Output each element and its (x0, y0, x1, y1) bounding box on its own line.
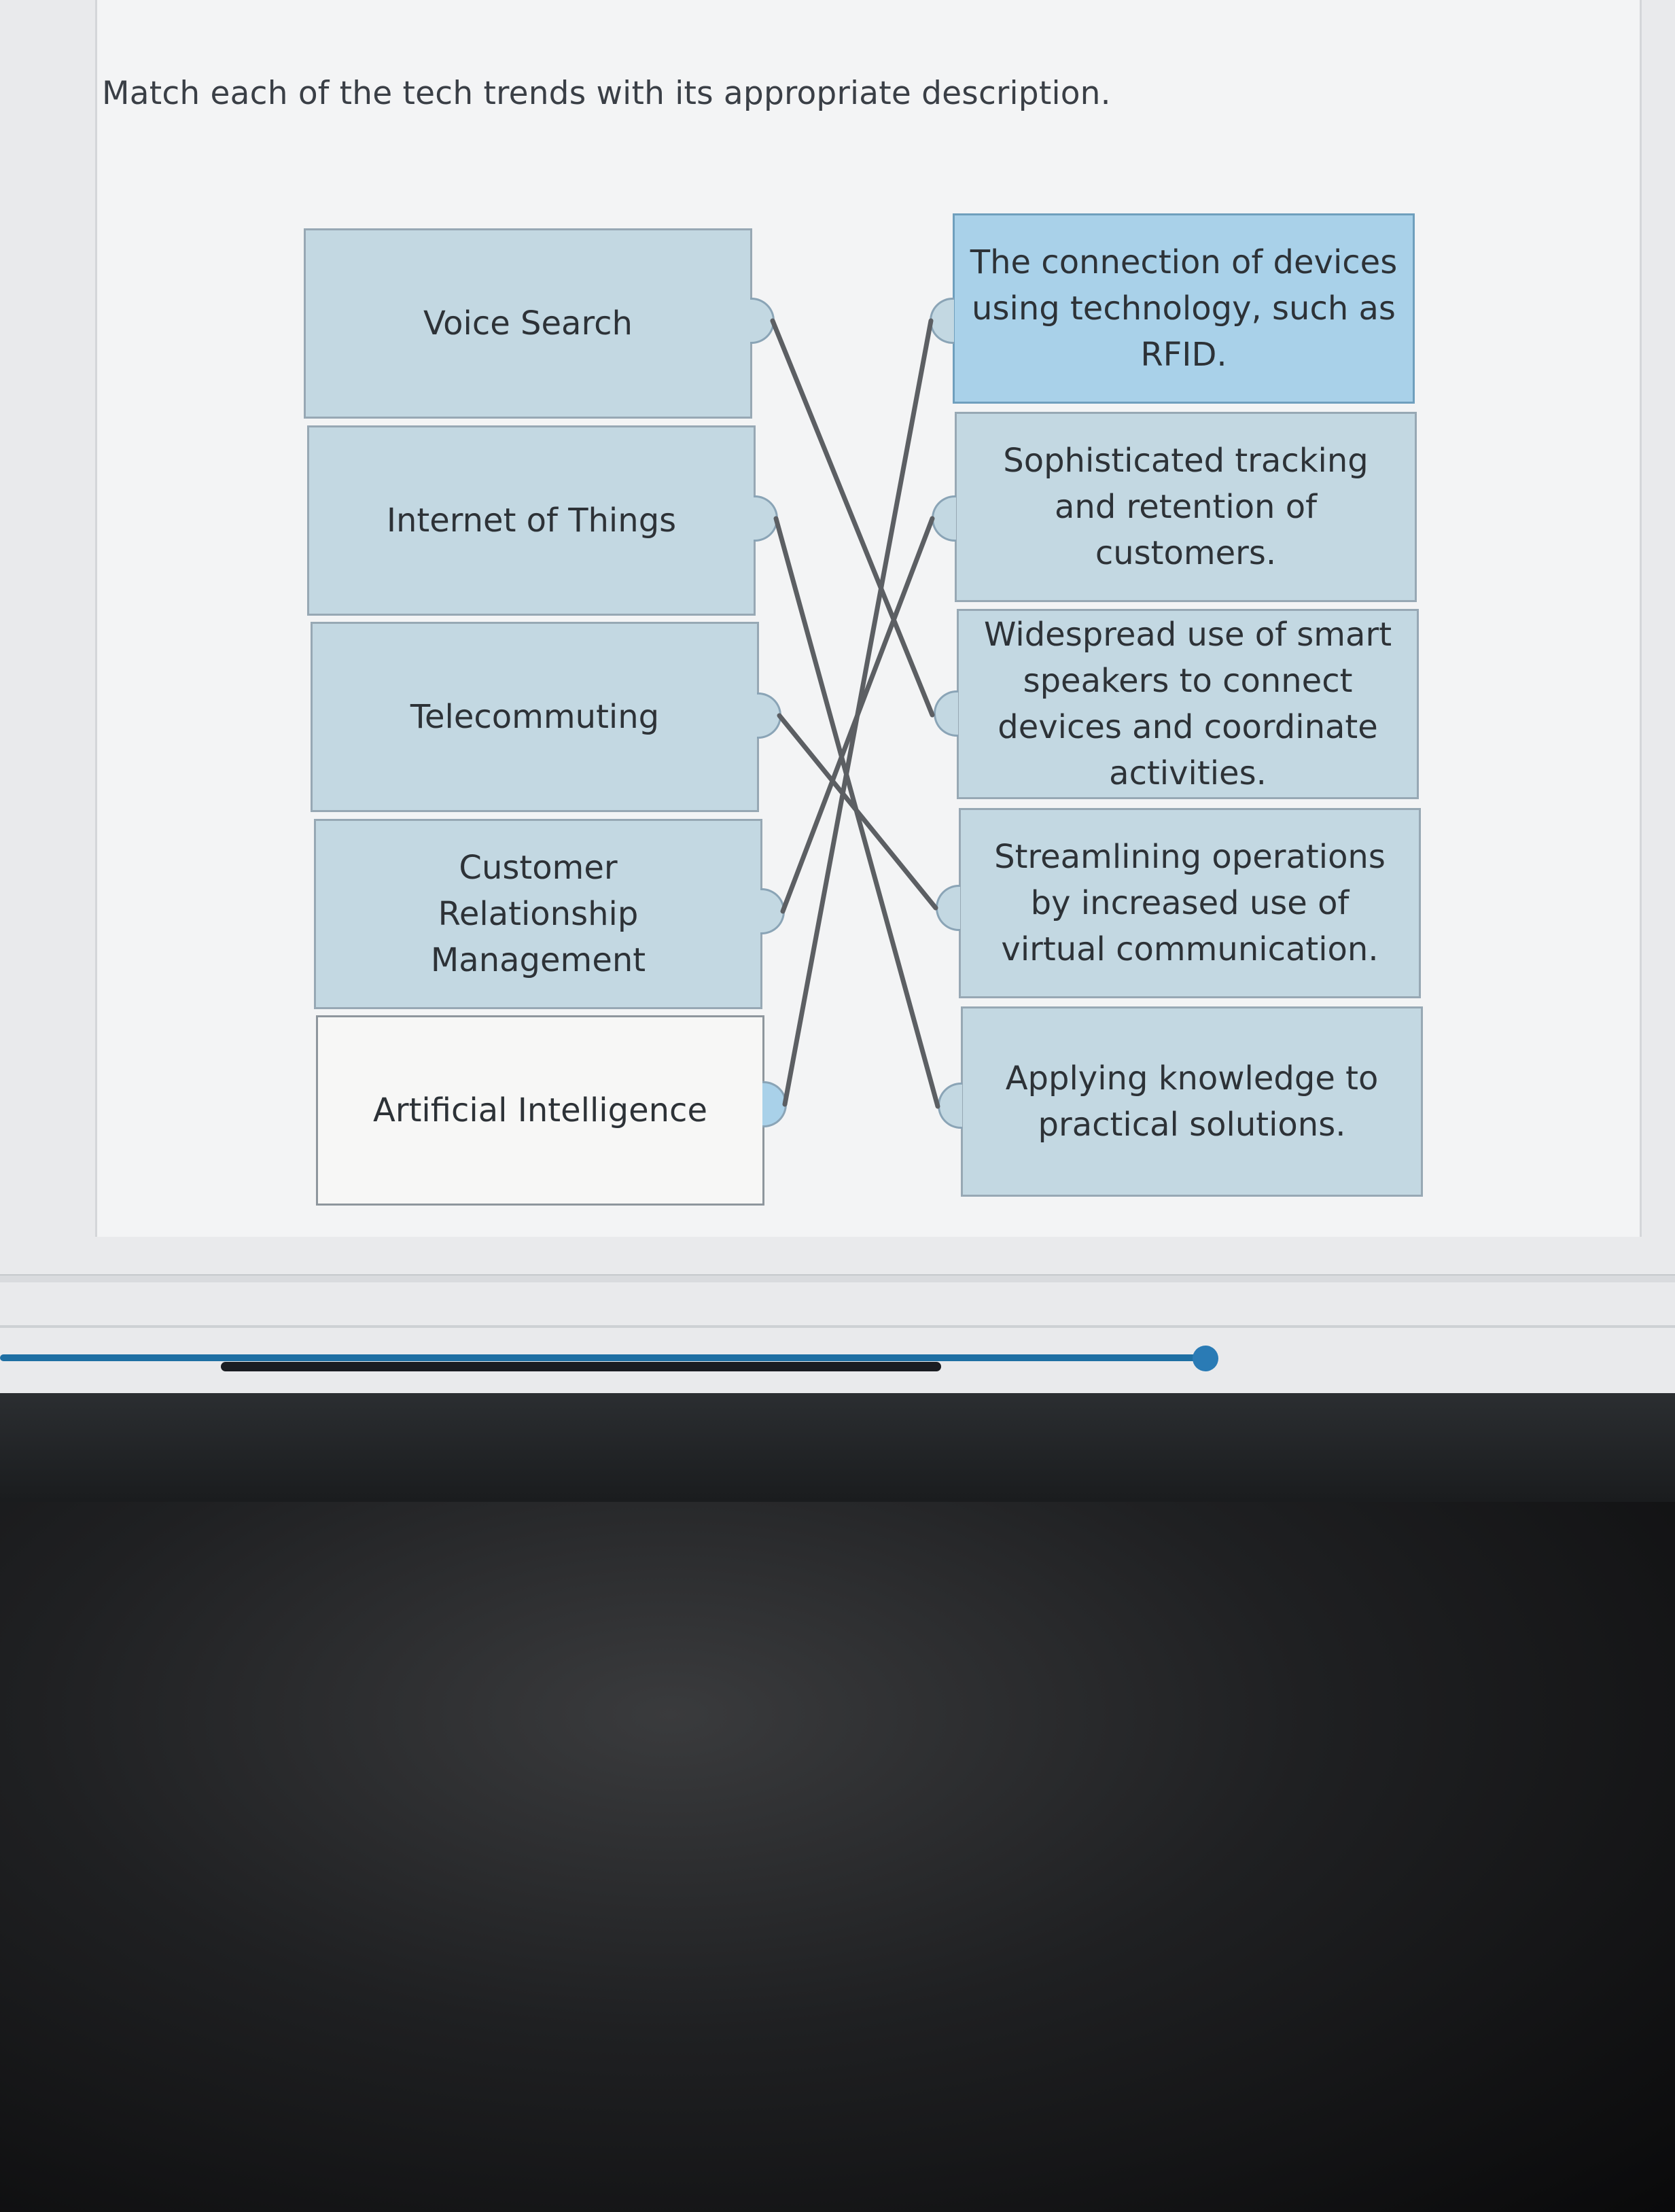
question-prompt: Match each of the tech trends with its appropriate description. (102, 75, 1111, 112)
divider (0, 1325, 1675, 1328)
description-text: The connection of devices using technology, such as RFID. (970, 243, 1398, 374)
trend-label: Telecommuting (410, 697, 660, 736)
trend-label: Artificial Intelligence (373, 1091, 707, 1129)
description-text: Widespread use of smart speakers to connect devices and coordinate activities. (983, 615, 1392, 793)
trend-label: Voice Search (423, 304, 633, 343)
trend-label: Customer Relationship Management (430, 848, 646, 980)
match-line-telecommuting (779, 716, 936, 908)
laptop-bezel (0, 1393, 1675, 1502)
match-line-voice-search (773, 321, 932, 715)
description-text: Sophisticated tracking and retention of customers. (1003, 441, 1369, 573)
progress-track[interactable] (0, 1354, 1210, 1361)
description-text: Applying knowledge to practical solutions. (1005, 1059, 1379, 1144)
description-text: Streamlining operations by increased use of virtual communication. (994, 837, 1386, 969)
background-fabric (0, 1502, 1675, 2212)
match-line-ai (785, 321, 931, 1104)
progress-thumb[interactable] (1193, 1346, 1218, 1371)
divider (0, 1274, 1675, 1282)
scrollbar[interactable] (221, 1362, 941, 1371)
trend-label: Internet of Things (386, 501, 677, 540)
